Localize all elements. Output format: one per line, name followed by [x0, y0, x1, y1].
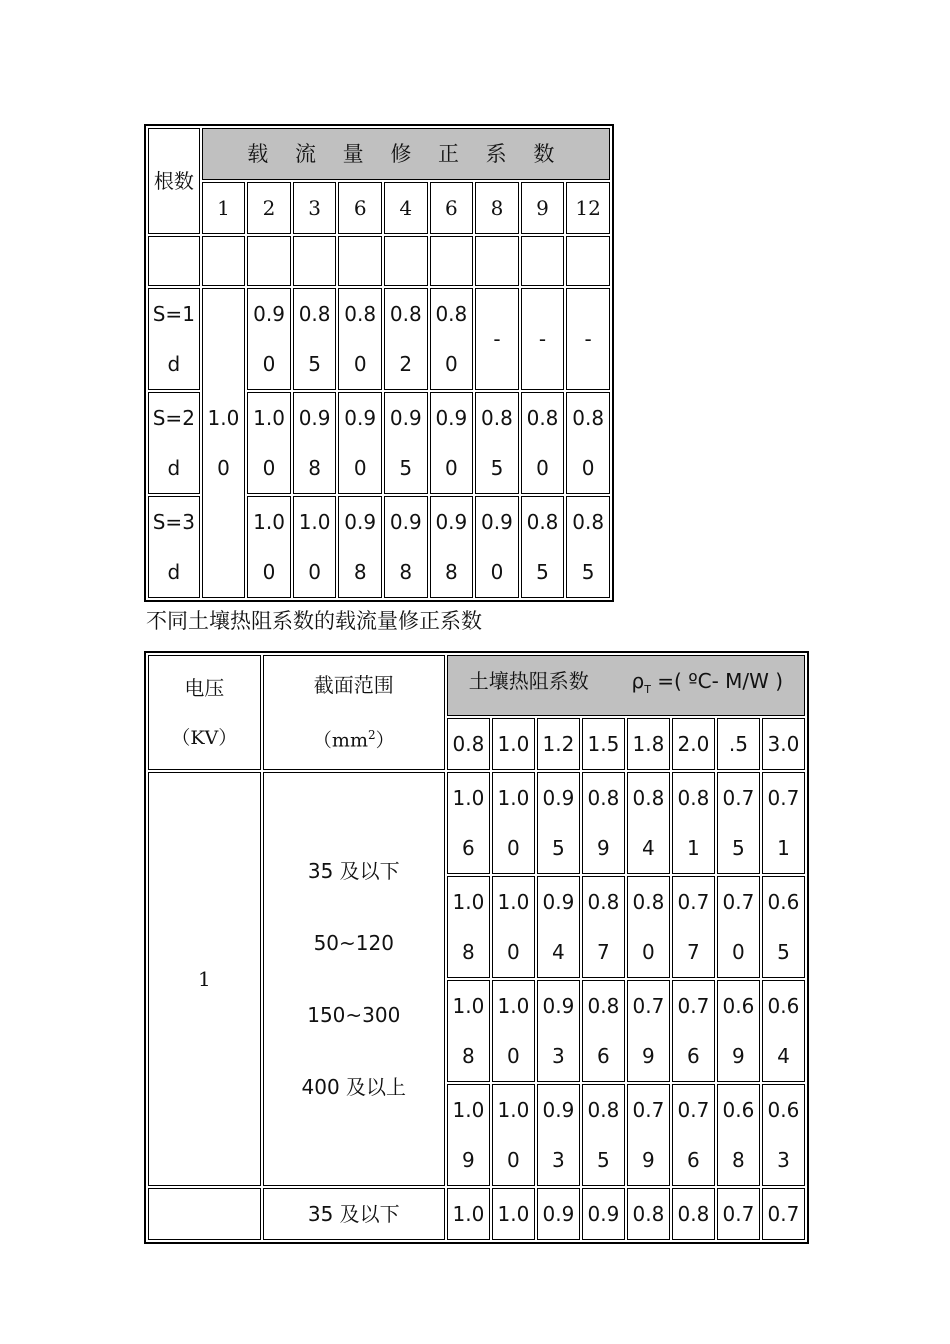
voltage-value	[148, 1188, 261, 1240]
section-range: 35 及以下	[263, 1188, 445, 1240]
empty-cell	[475, 236, 519, 286]
value-cell: 0.9 8	[430, 496, 474, 598]
value-cell: 0.6 5	[762, 876, 805, 978]
row-header-count: 根数	[148, 128, 200, 234]
rho-symbol: ρ	[631, 669, 645, 693]
value-cell: 1.0 0	[492, 876, 535, 978]
value-cell: 0.8	[627, 1188, 670, 1240]
count-cell: 9	[521, 182, 565, 234]
value-cell: 0.9 5	[384, 392, 428, 494]
coefficient-cell: .5	[717, 718, 760, 770]
value-cell: 1.0 8	[447, 876, 490, 978]
spacing-label: S=3 d	[148, 496, 200, 598]
value-cell: 0.7 6	[672, 980, 715, 1082]
value-cell: 0.9 3	[537, 980, 580, 1082]
table-row	[148, 772, 805, 874]
empty-cell	[338, 236, 382, 286]
value-cell: 1.0 8	[447, 980, 490, 1082]
section-header: 截面范围 $(mm^2)$	[263, 655, 445, 770]
value-cell: 0.9 5	[537, 772, 580, 874]
table-bundle-correction	[144, 124, 614, 602]
value-cell: 1.0 0	[247, 496, 291, 598]
value-cell: 0.8 9	[582, 772, 625, 874]
coefficient-cell: 3.0	[762, 718, 805, 770]
count-cell: 6	[430, 182, 474, 234]
value-cell: -	[475, 288, 519, 390]
table-soil-resistivity-correction	[144, 651, 809, 1244]
count-cell: 8	[475, 182, 519, 234]
voltage-value: 1	[148, 772, 261, 1186]
table-row	[148, 1188, 805, 1240]
value-cell: 0.7 0	[717, 876, 760, 978]
value-cell: 0.8 0	[430, 288, 474, 390]
value-cell: 1.0 0	[247, 392, 291, 494]
value-cell: 0.9 0	[430, 392, 474, 494]
value-cell: 1.0	[447, 1188, 490, 1240]
value-cell: 0.9 0	[338, 392, 382, 494]
value-cell: 0.7 9	[627, 980, 670, 1082]
value-cell: 0.8 5	[293, 288, 337, 390]
coefficient-cell: 0.8	[447, 718, 490, 770]
coefficient-cell: 1.2	[537, 718, 580, 770]
value-cell: 0.6 4	[762, 980, 805, 1082]
empty-cell	[293, 236, 337, 286]
table-row	[148, 288, 610, 390]
value-cell: 0.9 8	[384, 496, 428, 598]
value-cell: 0.6 3	[762, 1084, 805, 1186]
value-cell: 1.0 6	[447, 772, 490, 874]
coefficient-cell: 1.8	[627, 718, 670, 770]
empty-cell	[202, 236, 246, 286]
empty-cell	[247, 236, 291, 286]
value-cell: 0.7	[717, 1188, 760, 1240]
value-cell: 0.9 0	[475, 496, 519, 598]
value-cell: 0.8	[672, 1188, 715, 1240]
count-cell: 4	[384, 182, 428, 234]
value-cell: 0.7 9	[627, 1084, 670, 1186]
count-cell: 1	[202, 182, 246, 234]
count-cell: 12	[566, 182, 610, 234]
value-cell: 0.9 0	[247, 288, 291, 390]
value-cell: -	[566, 288, 610, 390]
empty-cell	[521, 236, 565, 286]
value-cell: 0.8 6	[582, 980, 625, 1082]
value-cell: 0.9	[537, 1188, 580, 1240]
value-cell: 0.7 7	[672, 876, 715, 978]
value-cell: 0.8 4	[627, 772, 670, 874]
value-cell: 1.0 0	[492, 980, 535, 1082]
empty-cell	[384, 236, 428, 286]
spacing-label: S=2 d	[148, 392, 200, 494]
table2-caption: 不同土壤热阻系数的载流量修正系数	[146, 609, 482, 633]
empty-row	[148, 236, 610, 286]
value-cell: -	[521, 288, 565, 390]
value-cell: 0.8 5	[582, 1084, 625, 1186]
value-cell: 0.8 5	[521, 496, 565, 598]
voltage-header: 电压 （KV）	[148, 655, 261, 770]
value-cell: 0.8 0	[627, 876, 670, 978]
value-cell: 0.9	[582, 1188, 625, 1240]
coefficient-cell: 2.0	[672, 718, 715, 770]
table2-title: 土壤热阻系数 $\rho_T$ =( ºC- M/W )	[447, 655, 805, 716]
coefficient-cell: 1.0	[492, 718, 535, 770]
value-cell: 1.0	[492, 1188, 535, 1240]
value-cell: 1.0 0	[492, 1084, 535, 1186]
value-cell: 0.8 1	[672, 772, 715, 874]
value-cell: 0.6 8	[717, 1084, 760, 1186]
value-cell: 1.0 9	[447, 1084, 490, 1186]
value-cell: 0.8 0	[338, 288, 382, 390]
value-cell: 0.8 7	[582, 876, 625, 978]
value-cell: 0.7 5	[717, 772, 760, 874]
value-cell: 1.0 0	[492, 772, 535, 874]
value-cell: 1.0 0	[293, 496, 337, 598]
spacing-label: S=1 d	[148, 288, 200, 390]
empty-cell	[566, 236, 610, 286]
value-cell: 0.8 5	[475, 392, 519, 494]
value-cell: 0.7 1	[762, 772, 805, 874]
value-cell: 0.8 0	[521, 392, 565, 494]
value-cell: 0.8 5	[566, 496, 610, 598]
count-cell: 3	[293, 182, 337, 234]
value-cell: 0.8 2	[384, 288, 428, 390]
count-cell: 2	[247, 182, 291, 234]
count-cell: 6	[338, 182, 382, 234]
shared-value-cell: 1.0 0	[202, 288, 246, 598]
empty-cell	[430, 236, 474, 286]
section-ranges: 35 及以下 50~120 150~300 400 及以上	[263, 772, 445, 1186]
value-cell: 0.8 0	[566, 392, 610, 494]
empty-cell	[148, 236, 200, 286]
value-cell: 0.9 3	[537, 1084, 580, 1186]
value-cell: 0.7	[762, 1188, 805, 1240]
value-cell: 0.9 8	[293, 392, 337, 494]
coefficient-cell: 1.5	[582, 718, 625, 770]
value-cell: 0.6 9	[717, 980, 760, 1082]
table1-title: 载 流 量 修 正 系 数	[202, 128, 610, 180]
value-cell: 0.9 8	[338, 496, 382, 598]
value-cell: 0.9 4	[537, 876, 580, 978]
value-cell: 0.7 6	[672, 1084, 715, 1186]
